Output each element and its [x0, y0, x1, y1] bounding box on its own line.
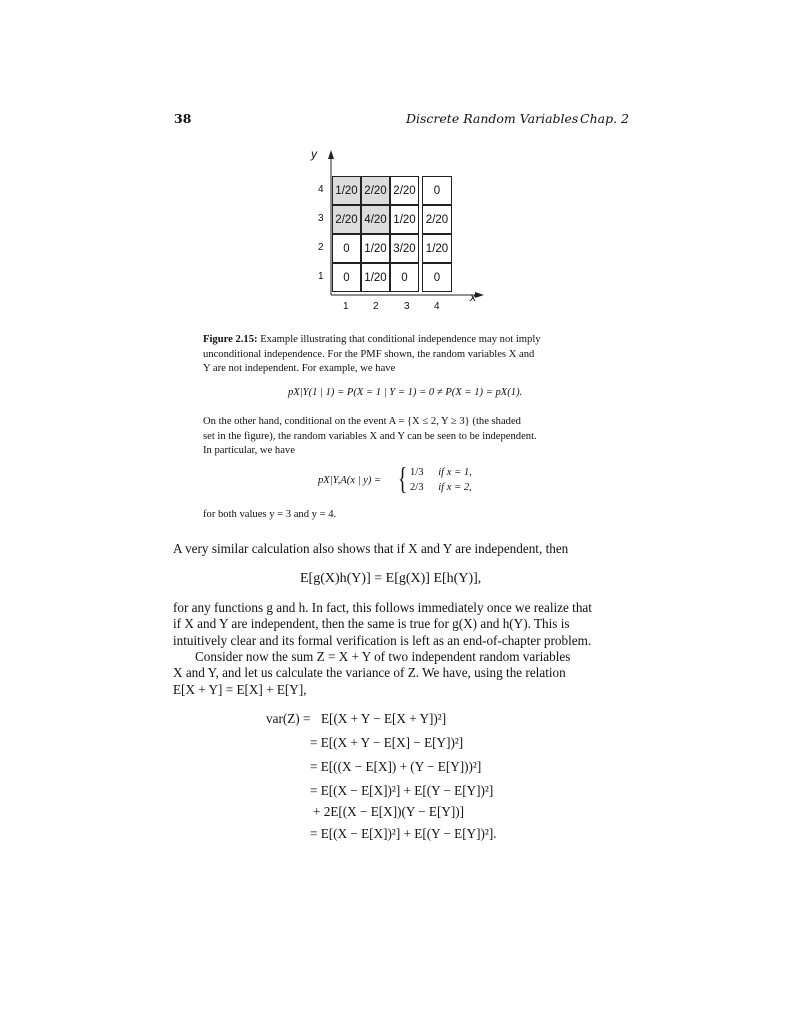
cell-x4-y4: 0	[422, 176, 452, 205]
x-axis-label: x	[470, 290, 476, 304]
row-label-4: 4	[318, 184, 324, 195]
left-brace: {	[398, 460, 408, 496]
cell-x1-y3: 2/20	[332, 205, 361, 234]
cell-x3-y4: 2/20	[390, 176, 419, 205]
cell-x4-y3: 2/20	[422, 205, 452, 234]
caption-p2-line-1: On the other hand, conditional on the event A = {X ≤ 2, Y ≥ 3} (the shaded	[203, 416, 521, 427]
variance-line-5: + 2E[(X − E[X])(Y − E[Y])]	[313, 804, 465, 819]
case-2-condition: if x = 2,	[438, 482, 472, 493]
caption-p2-line-3: In particular, we have	[203, 445, 295, 457]
caption-paragraph-2	[203, 415, 603, 459]
p2-line-1: for any functions g and h. In fact, this follows immediately once we realize that	[173, 600, 592, 615]
caption-line-1: Example illustrating that conditional independence may not imply	[260, 334, 541, 345]
expectation-equation: E[g(X)h(Y)] = E[g(X)] E[h(Y)],	[300, 571, 482, 586]
cell-x1-y1: 0	[332, 263, 361, 292]
row-label-2: 2	[318, 242, 324, 253]
p3-line-2: X and Y, and let us calculate the variance of Z. We have, using the relation	[173, 665, 566, 681]
cell-x4-y1: 0	[422, 263, 452, 292]
caption-equation-2-lhs: pX|Y,A(x | y) =	[318, 475, 382, 486]
caption-line-2: unconditional independence. For the PMF shown, the random variables X and	[203, 348, 535, 360]
chapter-label: Chap. 2	[580, 111, 629, 126]
cell-x3-y2: 3/20	[390, 234, 419, 263]
p2-line-3: intuitively clear and its formal verification is left as an end-of-chapter problem.	[173, 632, 592, 648]
body-paragraph-3	[173, 649, 625, 698]
p2-line-2: if X and Y are independent, then the same is true for g(X) and h(Y). This is	[173, 616, 570, 632]
cell-x2-y3: 4/20	[361, 205, 390, 234]
col-label-2: 2	[373, 301, 379, 312]
caption-line-3: Y are not independent. For example, we have	[203, 363, 396, 375]
variance-lhs: var(Z) =	[266, 711, 311, 726]
col-label-1: 1	[343, 301, 349, 312]
case-1-value: 1/3	[410, 467, 424, 478]
row-label-3: 3	[318, 213, 324, 224]
variance-line-3: = E[((X − E[X]) + (Y − E[Y]))²]	[310, 759, 482, 774]
variance-line-1: E[(X + Y − E[X + Y])²]	[321, 711, 447, 726]
cell-x4-y2: 1/20	[422, 234, 452, 263]
variance-line-4: = E[(X − E[X])²] + E[(Y − E[Y])²]	[310, 783, 494, 798]
row-label-1: 1	[318, 271, 324, 282]
case-1	[410, 466, 472, 481]
cell-x1-y4: 1/20	[332, 176, 361, 205]
body-paragraph-2	[173, 600, 625, 649]
caption-closing: for both values y = 3 and y = 4.	[203, 509, 337, 520]
case-2	[410, 481, 472, 496]
running-title: Discrete Random Variables	[406, 111, 579, 126]
figure-caption	[203, 333, 603, 377]
case-1-condition: if x = 1,	[438, 467, 472, 478]
cell-x2-y4: 2/20	[361, 176, 390, 205]
cell-x3-y1: 0	[390, 263, 419, 292]
variance-line-2: = E[(X + Y − E[X] − E[Y])²]	[310, 735, 464, 750]
body-paragraph-1: A very similar calculation also shows that if X and Y are independent, then	[173, 541, 569, 556]
col-label-4: 4	[434, 301, 440, 312]
variance-line-6: = E[(X − E[X])²] + E[(Y − E[Y])²].	[310, 826, 497, 841]
caption-p2-line-2: set in the figure), the random variables X and Y can be seen to be independent.	[203, 430, 537, 442]
p3-line-1: Consider now the sum Z = X + Y of two independent random variables	[195, 649, 571, 664]
p3-line-3: E[X + Y] = E[X] + E[Y],	[173, 681, 307, 697]
caption-label: Figure 2.15:	[203, 334, 258, 345]
case-2-value: 2/3	[410, 482, 424, 493]
page-number: 38	[174, 111, 192, 126]
cell-x1-y2: 0	[332, 234, 361, 263]
cell-x2-y1: 1/20	[361, 263, 390, 292]
y-axis-label: y	[311, 147, 317, 161]
col-label-3: 3	[404, 301, 410, 312]
cell-x2-y2: 1/20	[361, 234, 390, 263]
cell-x3-y3: 1/20	[390, 205, 419, 234]
caption-equation-1: pX|Y(1 | 1) = P(X = 1 | Y = 1) = 0 ≠ P(X = 1) = pX(1).	[288, 387, 523, 398]
